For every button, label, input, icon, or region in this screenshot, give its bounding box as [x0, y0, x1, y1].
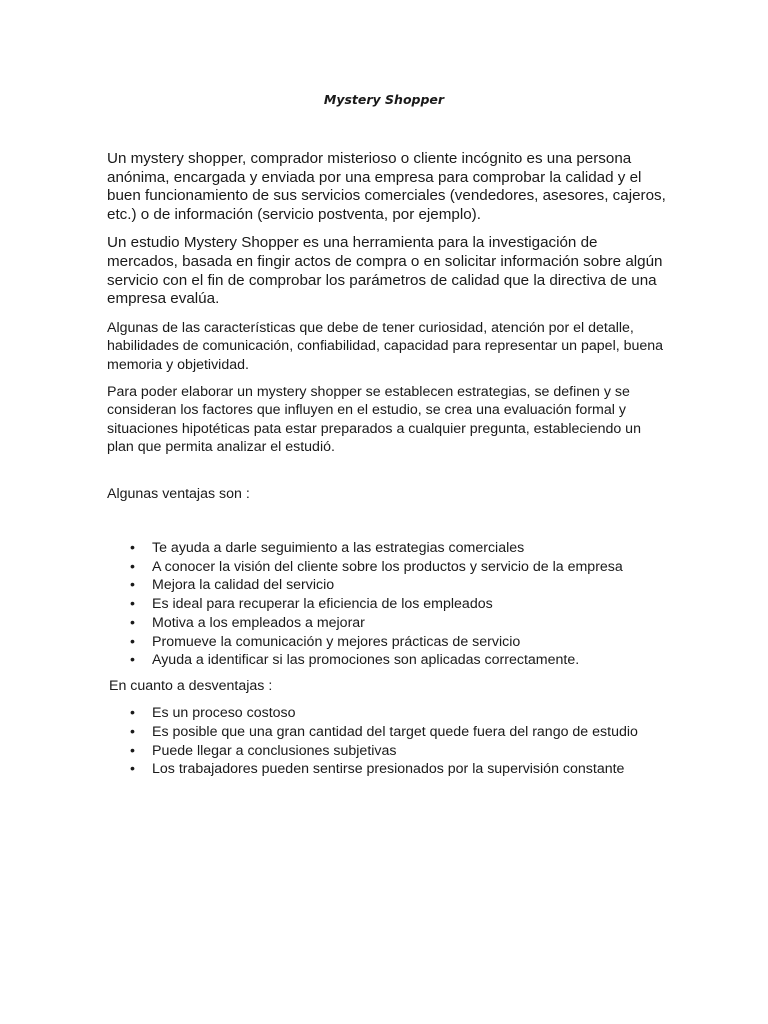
list-item-text: Ayuda a identificar si las promociones son aplicadas correctamente. [152, 652, 580, 669]
list-item-text: Puede llegar a conclusiones subjetivas [152, 742, 397, 759]
list-item [107, 742, 667, 761]
bullet-icon: • [130, 558, 135, 575]
list-item [107, 704, 667, 723]
ventajas-list [107, 539, 667, 670]
bullet-icon: • [130, 596, 135, 613]
list-item-text: Promueve la comunicación y mejores prácticas de servicio [152, 633, 521, 650]
list-item [107, 614, 667, 633]
paragraph-characteristics: Algunas de las características que debe de tener curiosidad, atención por el detalle, habilidades de comunicación, confiabilidad, capacidad para representar un papel, buena memoria y objetividad. [107, 319, 664, 373]
desventajas-heading: En cuanto a desventajas : [109, 677, 273, 694]
ventajas-heading: Algunas ventajas son : [107, 485, 250, 502]
list-item-text: Te ayuda a darle seguimiento a las estrategias comerciales [152, 540, 525, 556]
paragraph-study: Un estudio Mystery Shopper es una herramienta para la investigación de mercados, basada en fingir actos de compra o en solicitar información sobre algún servicio con el fin de comprobar los parámetros de calidad que la directiva de una empresa evalúa. [107, 234, 663, 308]
list-item-text: Mejora la calidad del servicio [152, 577, 335, 594]
list-item-text: Los trabajadores pueden sentirse presionados por la supervisión constante [152, 761, 625, 778]
list-item [107, 723, 667, 742]
paragraph-elaboration: Para poder elaborar un mystery shopper se establecen estrategias, se definen y se consideran los factores que influyen en el estudio, se crea una evaluación formal y situaciones hipotéticas pata estar preparados a cualquier pregunta, estableciendo un plan que permita analizar el estudió. [107, 383, 641, 456]
bullet-icon: • [130, 652, 135, 669]
bullet-icon: • [130, 614, 135, 631]
list-item-text: Es posible que una gran cantidad del target quede fuera del rango de estudio [152, 724, 638, 741]
bullet-icon: • [130, 724, 135, 741]
list-item [107, 651, 667, 670]
list-item [107, 760, 667, 779]
bullet-icon: • [130, 742, 135, 759]
list-item [107, 539, 667, 558]
bullet-icon: • [130, 761, 135, 778]
bullet-icon: • [130, 705, 135, 722]
list-item [107, 595, 667, 614]
bullet-icon: • [130, 577, 135, 594]
list-item [107, 558, 667, 577]
list-item [107, 633, 667, 652]
bullet-icon: • [130, 633, 135, 650]
paragraph-definition: Un mystery shopper, comprador misterioso o cliente incógnito es una persona anónima, encargada y enviada por una empresa para comprobar la calidad y el buen funcionamiento de sus servicios comerciales (vendedores, asesores, cajeros, etc.) o de información (servicio postventa, por ejemplo). [107, 150, 666, 223]
list-item-text: Es un proceso costoso [152, 705, 296, 722]
list-item-text: Motiva a los empleados a mejorar [152, 614, 365, 631]
desventajas-list [107, 704, 667, 779]
document-title: Mystery Shopper [323, 92, 445, 107]
list-item-text: A conocer la visión del cliente sobre los productos y servicio de la empresa [152, 558, 623, 575]
bullet-icon: • [130, 540, 135, 556]
document-body [107, 150, 667, 779]
list-item [107, 576, 667, 595]
list-item-text: Es ideal para recuperar la eficiencia de los empleados [152, 596, 493, 613]
